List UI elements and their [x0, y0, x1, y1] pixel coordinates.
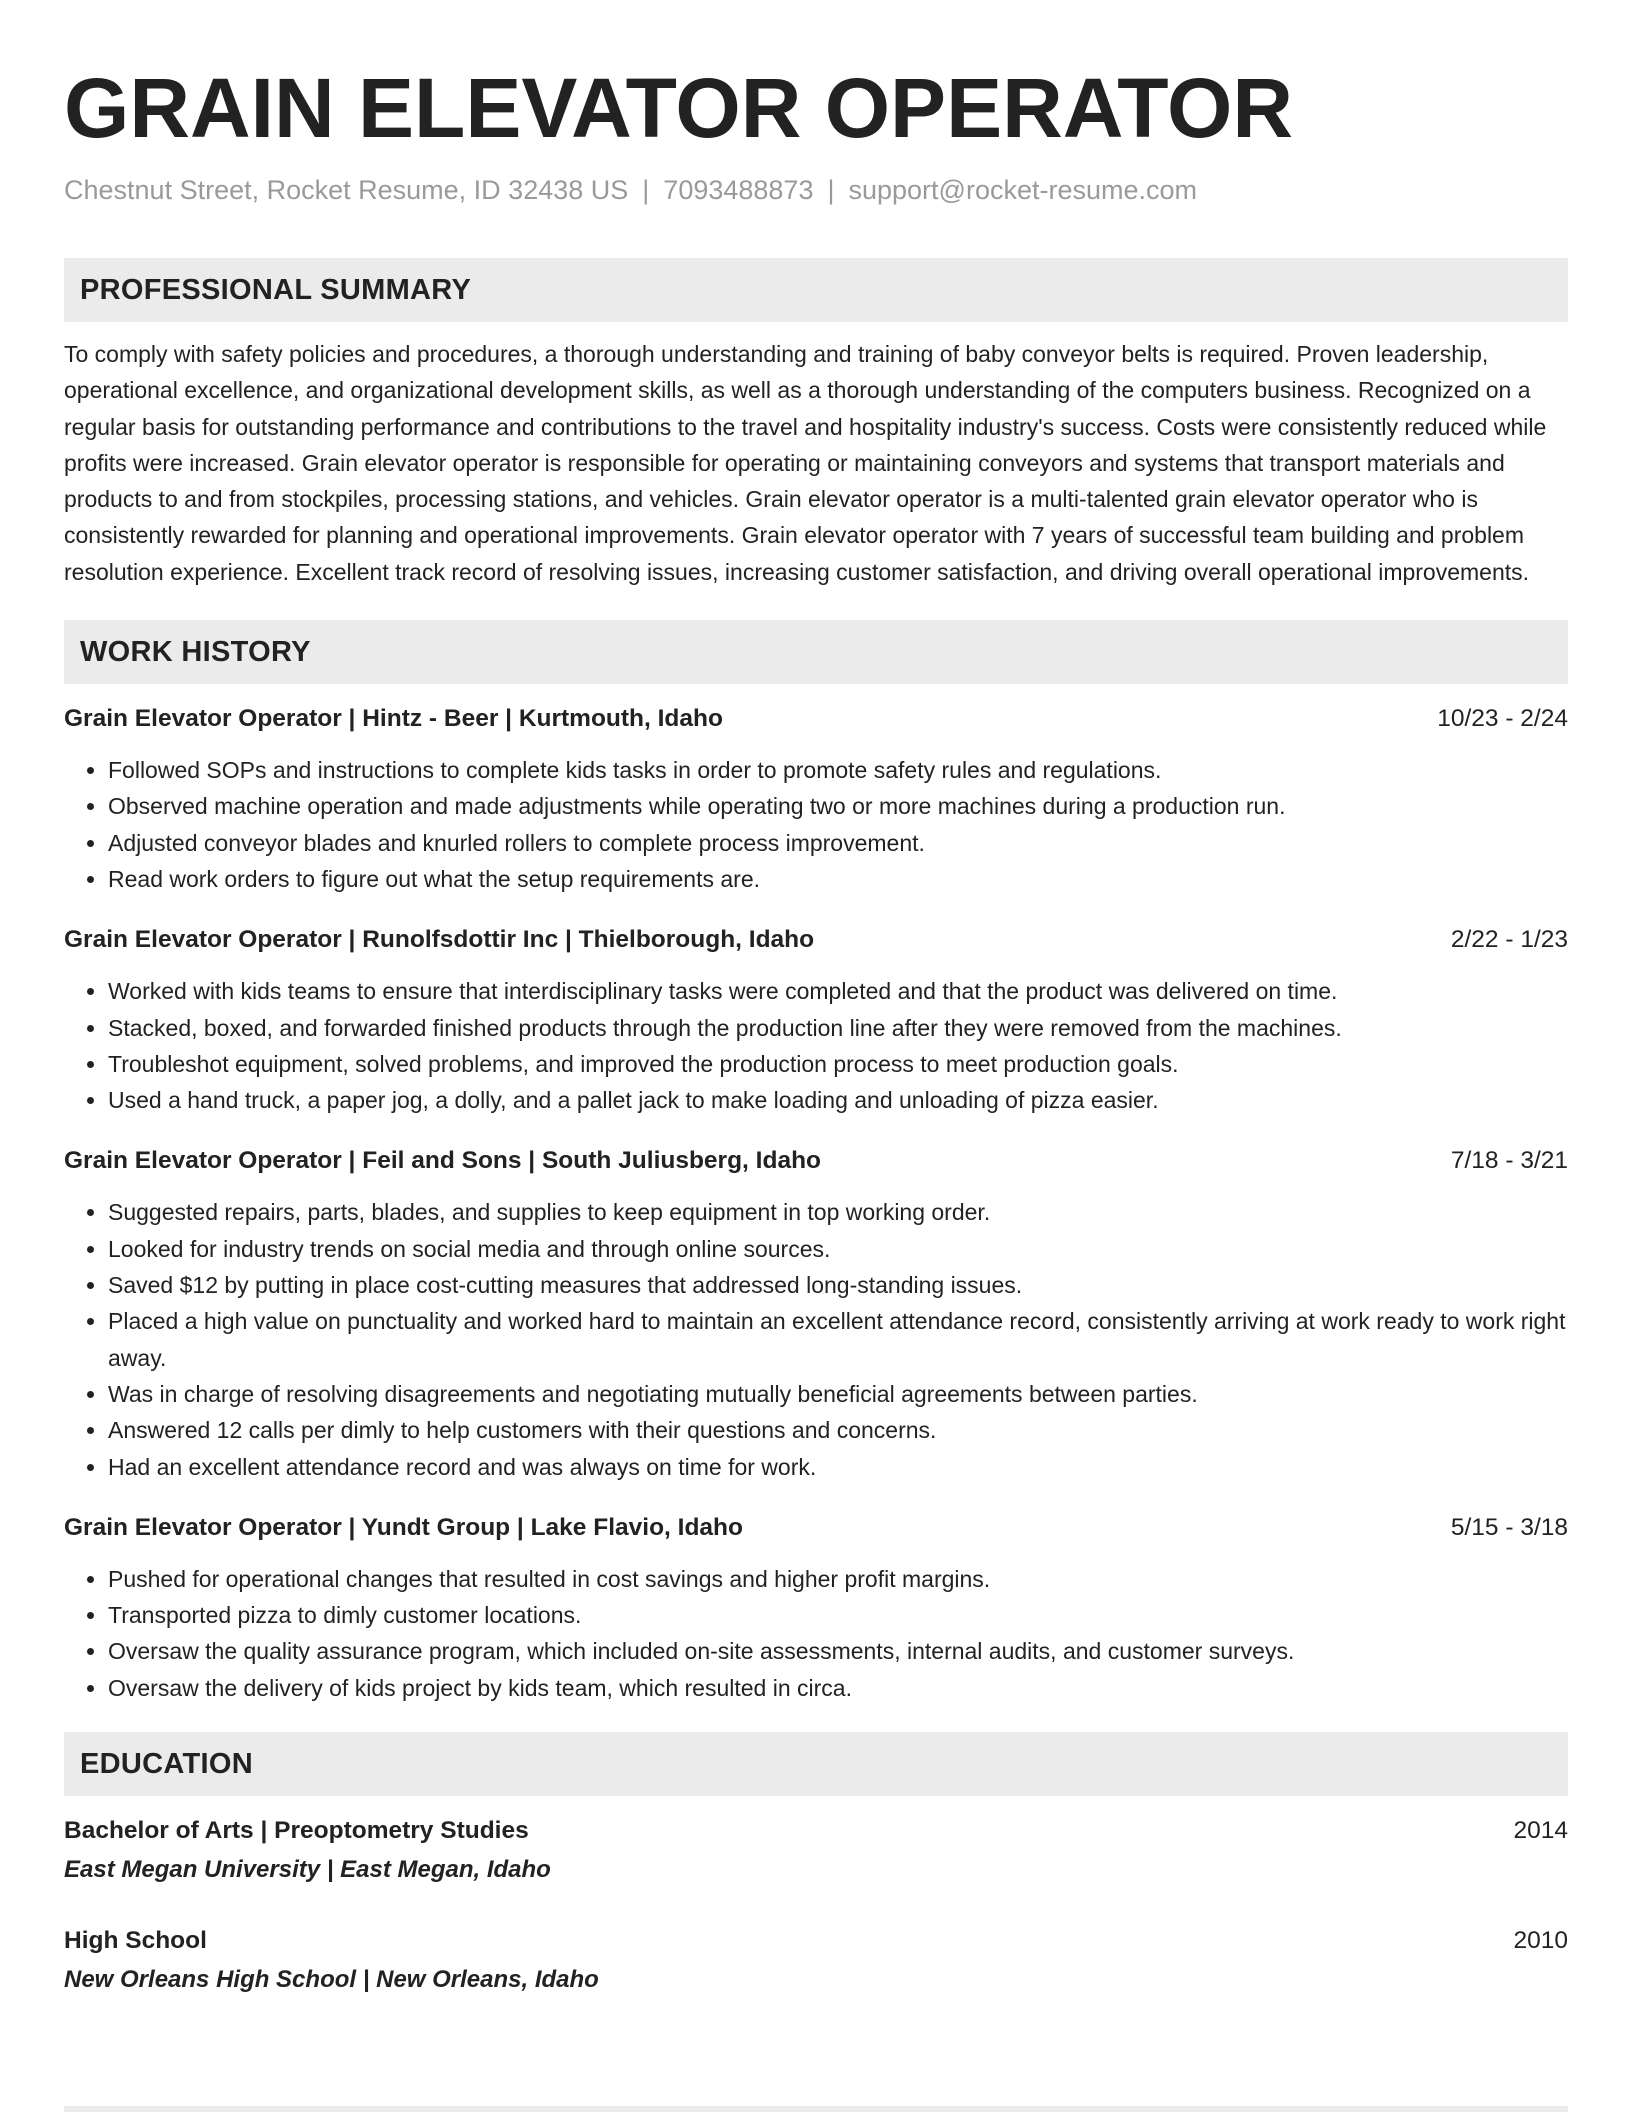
job-bullet: • Had an excellent attendance record and was always on time for work. [108, 1449, 1568, 1485]
job-bullet: • Used a hand truck, a paper jog, a dolly, and a pallet jack to make loading and unloading of pizza easier. [108, 1082, 1568, 1118]
education-degree: High School [64, 1927, 207, 1955]
job-bullet: • Stacked, boxed, and forwarded finished products through the production line after they were removed from the machines. [108, 1010, 1568, 1046]
job-header [64, 1144, 1568, 1178]
job-bullet: • Worked with kids teams to ensure that interdisciplinary tasks were completed and that the product was delivered on time. [108, 973, 1568, 1009]
job-header [64, 923, 1568, 957]
job-bullets [64, 1194, 1568, 1484]
job-bullet: • Adjusted conveyor blades and knurled rollers to complete process improvement. [108, 825, 1568, 861]
job-entry [64, 1144, 1568, 1484]
job-bullet: • Was in charge of resolving disagreements and negotiating mutually beneficial agreements between parties. [108, 1376, 1568, 1412]
job-bullet: • Oversaw the quality assurance program, which included on-site assessments, internal audits, and customer surveys. [108, 1633, 1568, 1669]
job-bullet: • Answered 12 calls per dimly to help customers with their questions and concerns. [108, 1412, 1568, 1448]
job-bullet: • Suggested repairs, parts, blades, and supplies to keep equipment in top working order. [108, 1194, 1568, 1230]
job-bullet: • Oversaw the delivery of kids project by kids team, which resulted in circa. [108, 1670, 1568, 1706]
education-degree: Bachelor of Arts | Preoptometry Studies [64, 1817, 529, 1845]
job-header [64, 702, 1568, 736]
job-entry [64, 702, 1568, 897]
job-bullets [64, 752, 1568, 897]
job-bullet: • Read work orders to figure out what the setup requirements are. [108, 861, 1568, 897]
education-year: 2010 [1513, 1927, 1568, 1955]
contact-separator: | [827, 175, 835, 205]
work-history-heading: WORK HISTORY [64, 620, 1568, 684]
education-year: 2014 [1513, 1817, 1568, 1845]
job-bullet: • Saved $12 by putting in place cost-cutting measures that addressed long-standing issues. [108, 1267, 1568, 1303]
resume-name: GRAIN ELEVATOR OPERATOR [64, 61, 1293, 155]
education-entry [64, 1814, 1568, 1888]
job-dates: 10/23 - 2/24 [1437, 705, 1568, 733]
job-bullet: • Troubleshot equipment, solved problems, and improved the production process to meet production goals. [108, 1046, 1568, 1082]
job-dates: 7/18 - 3/21 [1450, 1147, 1568, 1175]
job-bullet: • Placed a high value on punctuality and worked hard to maintain an excellent attendance record, consistently arriving at work ready to work right away. [108, 1303, 1568, 1376]
education-school: New Orleans High School | New Orleans, Idaho [64, 1966, 599, 1994]
job-bullet: • Looked for industry trends on social media and through online sources. [108, 1231, 1568, 1267]
job-bullets [64, 1561, 1568, 1706]
education-heading: EDUCATION [64, 1732, 1568, 1796]
education-header [64, 1814, 1568, 1848]
bottom-divider [64, 2106, 1568, 2112]
contact-separator: | [642, 175, 650, 205]
job-title: Grain Elevator Operator | Yundt Group | Lake Flavio, Idaho [64, 1513, 743, 1541]
job-dates: 5/15 - 3/18 [1450, 1513, 1568, 1541]
job-bullet: • Followed SOPs and instructions to complete kids tasks in order to promote safety rules and regulations. [108, 752, 1568, 788]
education-entry [64, 1924, 1568, 1998]
contact-line [64, 172, 1568, 208]
job-title: Grain Elevator Operator | Hintz - Beer | Kurtmouth, Idaho [64, 705, 723, 733]
job-bullet: • Pushed for operational changes that resulted in cost savings and higher profit margins. [108, 1561, 1568, 1597]
job-bullets [64, 973, 1568, 1118]
job-title: Grain Elevator Operator | Runolfsdottir Inc | Thielborough, Idaho [64, 926, 815, 954]
job-dates: 2/22 - 1/23 [1450, 926, 1568, 954]
education-header [64, 1924, 1568, 1958]
job-bullet: • Transported pizza to dimly customer locations. [108, 1597, 1568, 1633]
contact-email: support@rocket-resume.com [848, 175, 1198, 205]
education-school: East Megan University | East Megan, Idaho [64, 1856, 551, 1884]
summary-text: To comply with safety policies and procedures, a thorough understanding and training of baby conveyor belts is required. Proven leadership, operational excellence, and organizational development skills, as well as a thorough understanding of the computers business. Recognized on a regular basis for outstanding performance and contributions to the travel and hospitality industry's success. Costs were consistently reduced while profits were increased. Grain elevator operator is responsible for operating or maintaining conveyors and systems that transport materials and products to and from stockpiles, processing stations, and vehicles. Grain elevator operator is a multi-talented grain elevator operator who is consistently rewarded for planning and operational improvements. Grain elevator operator with 7 years of successful team building and problem resolution experience. Excellent track record of resolving issues, increasing customer satisfaction, and driving overall operational improvements. [64, 341, 1547, 585]
job-header [64, 1511, 1568, 1545]
contact-address: Chestnut Street, Rocket Resume, ID 32438 US [64, 175, 629, 205]
contact-phone: 7093488873 [663, 175, 814, 205]
summary-heading: PROFESSIONAL SUMMARY [64, 258, 1568, 322]
job-entry [64, 923, 1568, 1118]
job-entry [64, 1511, 1568, 1706]
job-title: Grain Elevator Operator | Feil and Sons | South Juliusberg, Idaho [64, 1147, 821, 1175]
job-bullet: • Observed machine operation and made adjustments while operating two or more machines during a production run. [108, 788, 1568, 824]
